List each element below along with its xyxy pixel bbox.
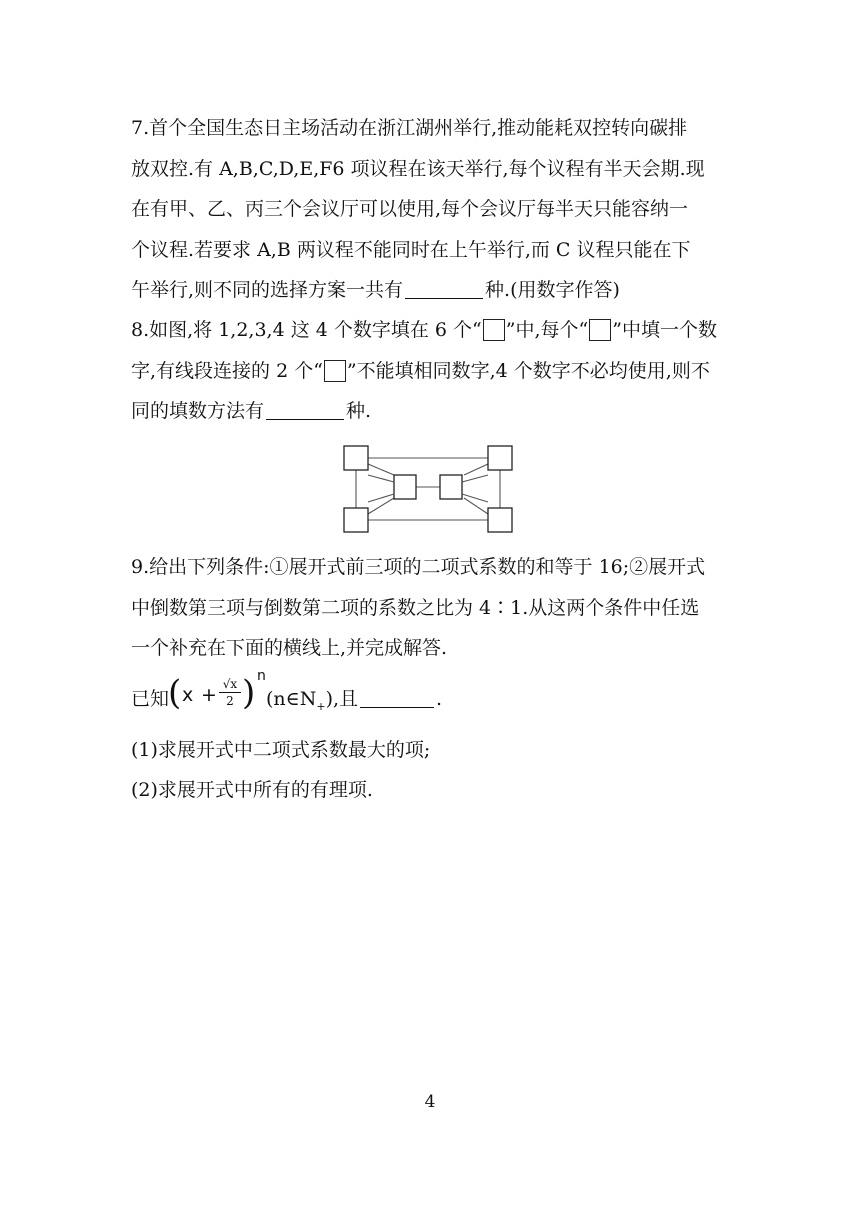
q8-figure-diagram [340,442,520,536]
q8-line-3-text-a: 同的填数方法有 [131,400,265,422]
formula-suffix: . [436,688,443,710]
q8-answer-blank [266,399,344,420]
q9-answer-blank [360,687,434,708]
q8-line-1-text-b: ”中,每个“ [505,319,589,341]
q9-line-2: 中倒数第三项与倒数第二项的系数之比为 4∶1.从这两个条件中任选 [131,596,700,619]
edge-l-ml-a [368,475,394,482]
q9-subquestion-2: (2)求展开式中所有的有理项. [131,779,373,801]
q7-line-5 [131,270,731,311]
q9-line-1: 9.给出下列条件:①展开式前三项的二项式系数的和等于 16;②展开式 [131,556,706,578]
edge-tl-ml [368,464,394,475]
q9-line-3: 一个补充在下面的横线上,并完成解答. [131,637,448,659]
page-number: 4 [424,1092,436,1112]
q8-line-1 [131,310,731,351]
edge-r-mr-a [462,475,488,482]
q7-line-3: 在有甲、乙、丙三个会议厅可以使用,每个会议厅每半天只能容纳一 [131,198,689,220]
q7-answer-blank [405,278,483,299]
box-symbol [324,360,346,382]
box-middle-left [394,475,416,499]
q8-line-1-text-a: 8.如图,将 1,2,3,4 这 4 个数字填在 6 个“ [131,319,482,341]
q8-line-3-text-b: 种. [346,400,372,422]
question-9 [131,547,731,669]
q7-line-2: 放双控.有 A,B,C,D,E,F6 项议程在该天举行,每个议程有半天会期.现 [131,157,705,180]
q8-line-2 [131,351,731,392]
condition-subscript: + [316,699,326,713]
q7-line-1: 7.首个全国生态日主场活动在浙江湖州举行,推动能耗双控转向碳排 [131,117,688,139]
formula-plus: + [201,684,217,706]
q8-line-2-text-b: ”不能填相同数字,4 个数字不必均使用,则不 [346,359,710,382]
box-top-left [344,446,368,470]
box-symbol [589,319,611,341]
box-bottom-right [488,508,512,532]
box-bottom-left [344,508,368,532]
q7-line-4: 个议程.若要求 A,B 两议程不能同时在上午举行,而 C 议程只能在下 [131,238,691,261]
right-paren-symbol: ) [242,673,256,713]
box-top-right [488,446,512,470]
fraction-numerator: √x [219,677,241,693]
question-8 [131,310,731,432]
q7-line-5-text-b: 种.(用数字作答) [485,279,620,301]
formula-fraction [219,677,241,708]
q8-line-2-text-a: 字,有线段连接的 2 个“ [131,359,323,382]
condition-end: ),且 [325,688,359,710]
formula-condition [266,684,442,713]
formula-exponent: n [257,668,266,684]
formula-prefix: 已知 [131,688,170,710]
fraction-denominator: 2 [226,694,234,708]
q7-line-5-text-a: 午举行,则不同的选择方案一共有 [131,279,404,301]
box-symbol [483,319,505,341]
condition-text: (n∈N [266,688,317,710]
q9-subquestion-1: (1)求展开式中二项式系数最大的项; [131,739,431,761]
formula-x: x [182,684,194,706]
q8-line-1-text-c: ”中填一个数 [612,319,717,341]
left-paren-symbol: ( [168,673,182,713]
box-middle-right [440,475,462,499]
edge-tr-mr [464,464,488,475]
question-7 [131,108,731,311]
q8-line-3 [131,391,731,432]
edge-r-mr-b [462,494,488,502]
